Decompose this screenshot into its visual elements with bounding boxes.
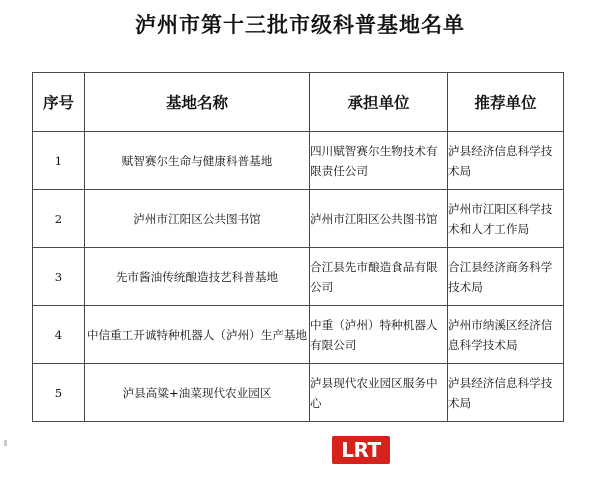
header-recommending-unit: 推荐单位 xyxy=(448,73,564,132)
table-header-row xyxy=(33,73,564,132)
table-row xyxy=(33,190,564,248)
base-name-cell: 泸县高粱+油菜现代农业园区 xyxy=(85,364,310,422)
host-unit-cell: 四川赋智赛尔生物技术有限责任公司 xyxy=(310,132,448,190)
header-host-unit: 承担单位 xyxy=(310,73,448,132)
table-row xyxy=(33,364,564,422)
corner-mark xyxy=(4,440,7,446)
row-number: 4 xyxy=(33,306,85,364)
base-name-cell: 赋智赛尔生命与健康科普基地 xyxy=(85,132,310,190)
recommending-unit-cell: 合江县经济商务科学技术局 xyxy=(448,248,564,306)
header-number: 序号 xyxy=(33,73,85,132)
table-row xyxy=(33,248,564,306)
base-list-table xyxy=(32,72,564,422)
host-unit-cell: 泸县现代农业园区服务中心 xyxy=(310,364,448,422)
row-number: 3 xyxy=(33,248,85,306)
lrt-logo: LRT xyxy=(332,436,390,464)
base-name-cell: 中信重工开诚特种机器人（泸州）生产基地 xyxy=(85,306,310,364)
host-unit-cell: 合江县先市酿造食品有限公司 xyxy=(310,248,448,306)
table-row xyxy=(33,132,564,190)
row-number: 1 xyxy=(33,132,85,190)
header-base-name: 基地名称 xyxy=(85,73,310,132)
recommending-unit-cell: 泸县经济信息科学技术局 xyxy=(448,132,564,190)
base-name-cell: 泸州市江阳区公共图书馆 xyxy=(85,190,310,248)
recommending-unit-cell: 泸县经济信息科学技术局 xyxy=(448,364,564,422)
row-number: 2 xyxy=(33,190,85,248)
base-name-cell: 先市酱油传统酿造技艺科普基地 xyxy=(85,248,310,306)
recommending-unit-cell: 泸州市江阳区科学技术和人才工作局 xyxy=(448,190,564,248)
row-number: 5 xyxy=(33,364,85,422)
host-unit-cell: 中重（泸州）特种机器人有限公司 xyxy=(310,306,448,364)
document-title: 泸州市第十三批市级科普基地名单 xyxy=(135,13,465,37)
host-unit-cell: 泸州市江阳区公共图书馆 xyxy=(310,190,448,248)
table-row xyxy=(33,306,564,364)
recommending-unit-cell: 泸州市纳溪区经济信息科学技术局 xyxy=(448,306,564,364)
